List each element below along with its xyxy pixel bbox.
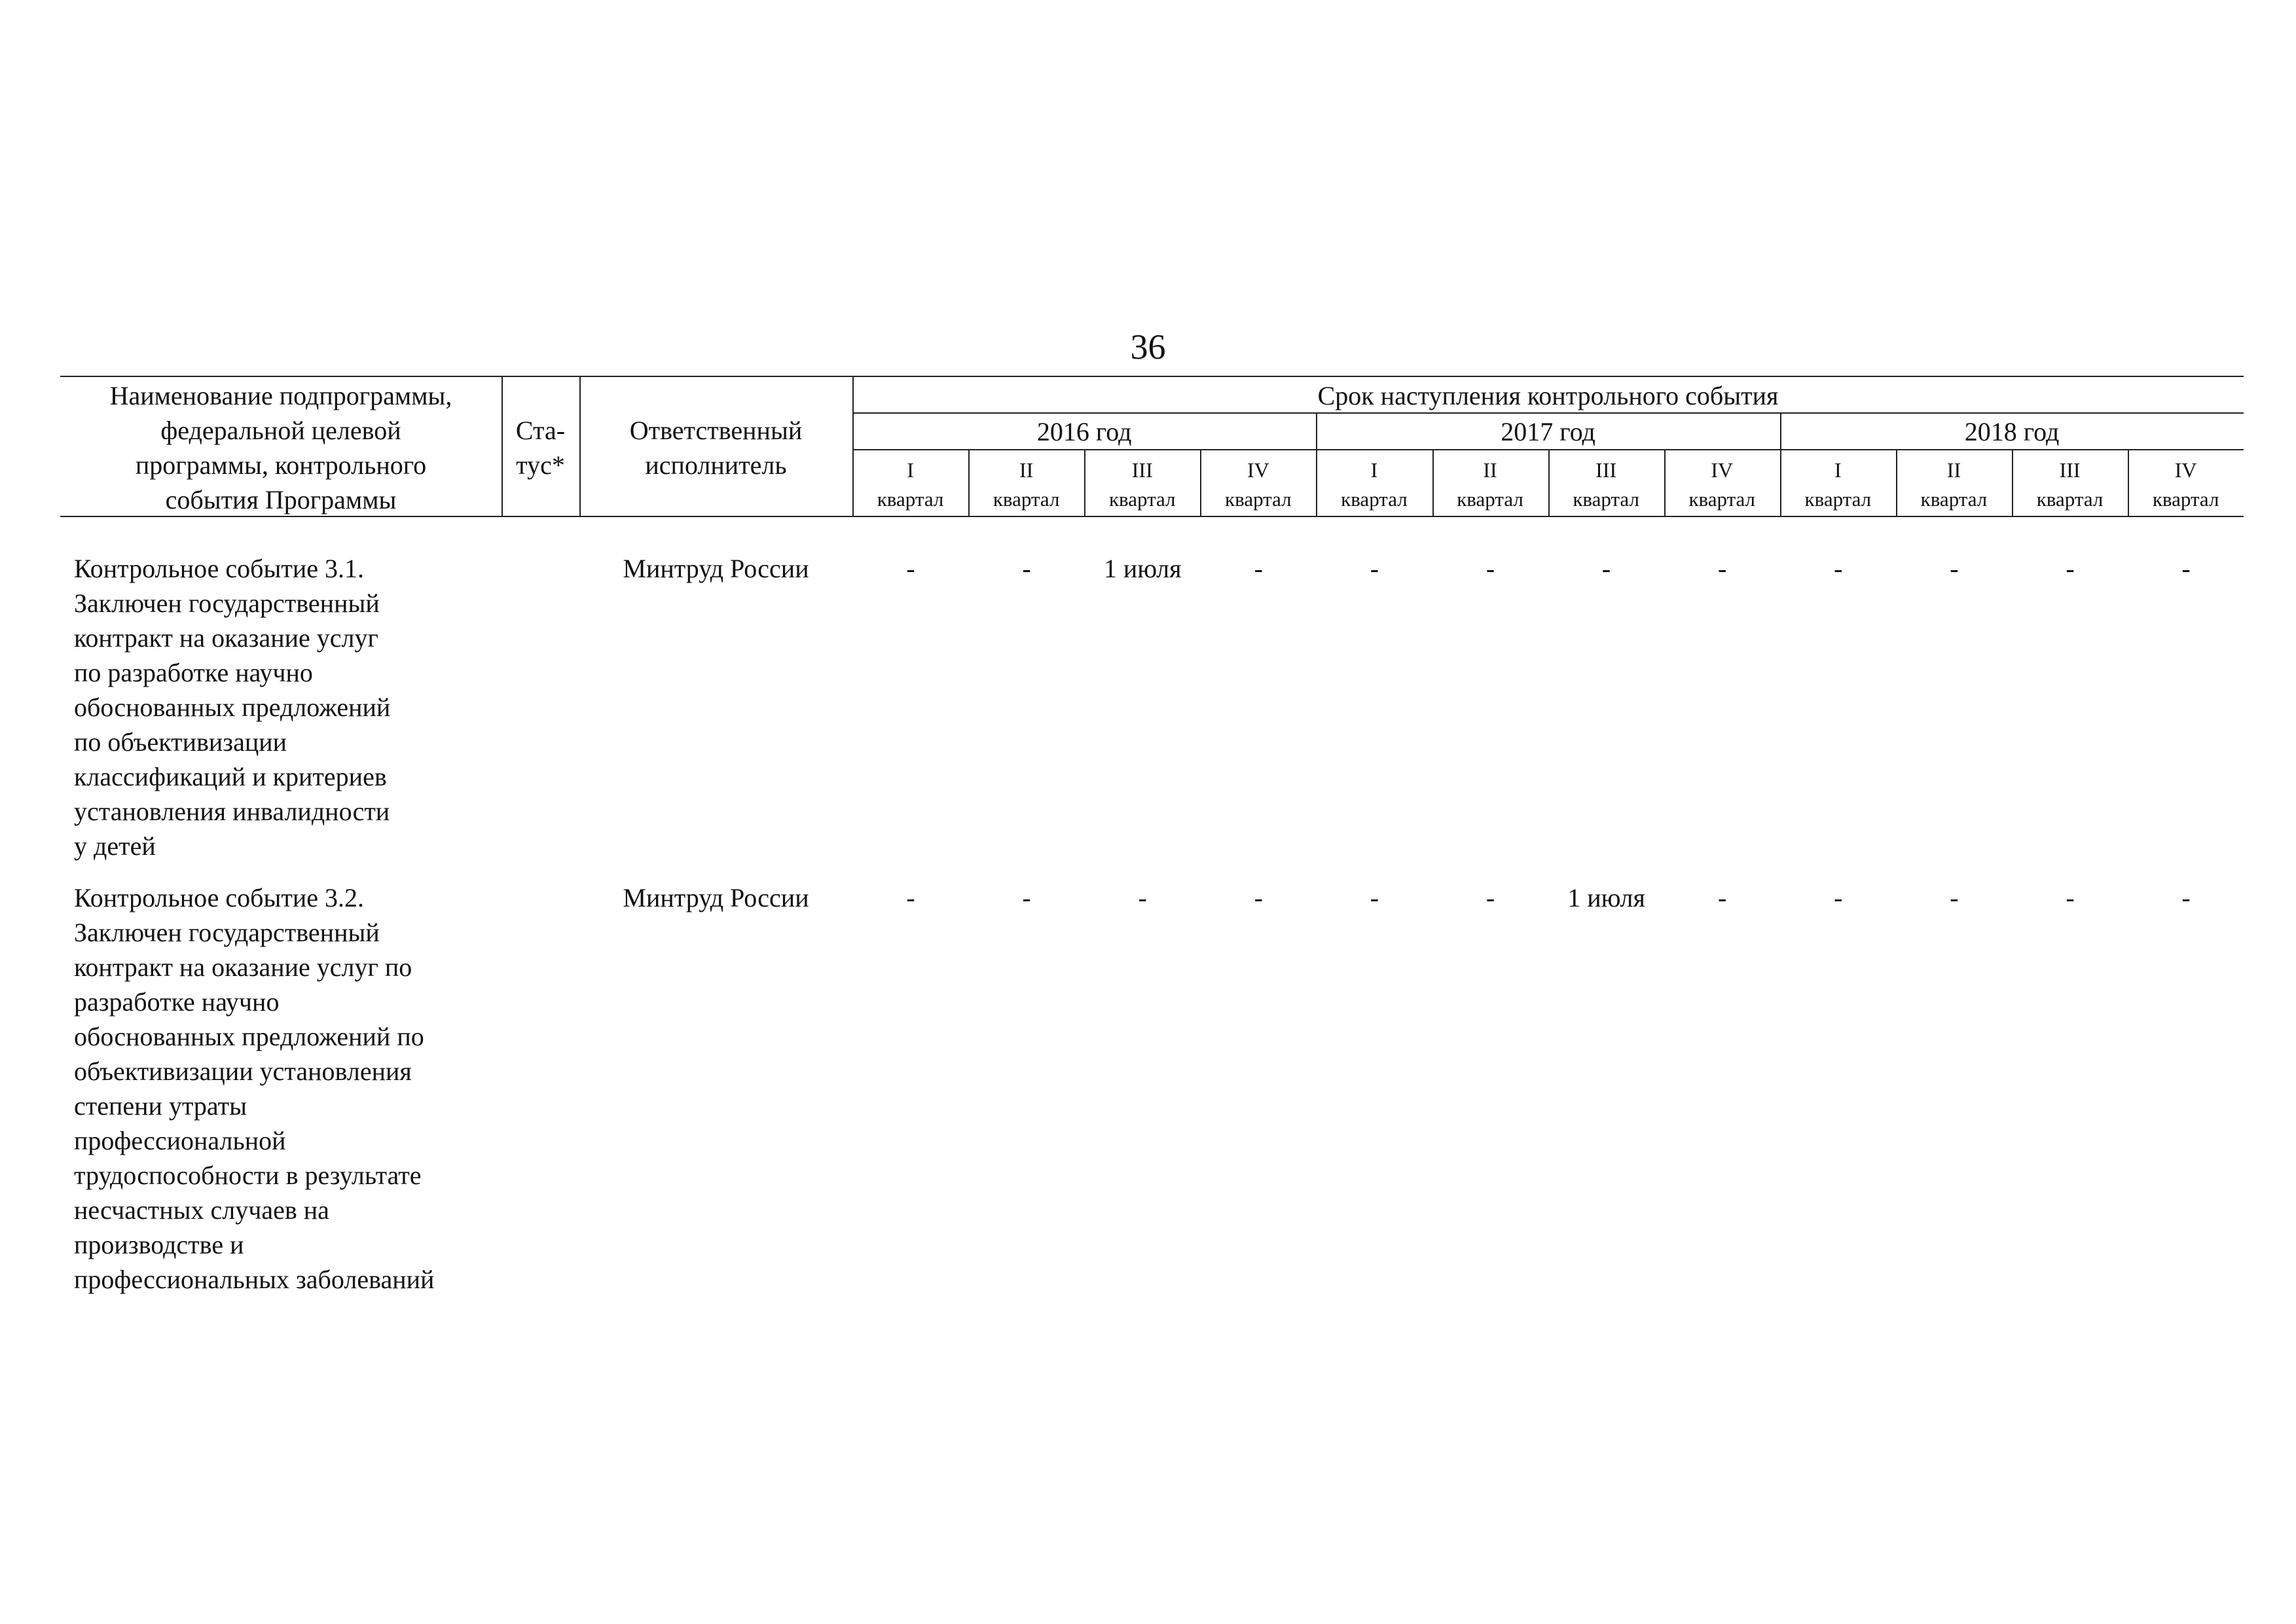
quarter-cell: - [2066, 883, 2075, 912]
event-executor: Минтруд России [623, 554, 809, 583]
quarter-label: квартал [1341, 488, 1408, 511]
quarter-cell: - [1254, 883, 1263, 912]
quarter-label: квартал [1108, 488, 1176, 511]
quarter-divider [1548, 449, 1550, 516]
quarter-cell: - [1138, 883, 1147, 912]
quarter-cell: - [1834, 554, 1843, 583]
quarter-cell: - [2181, 554, 2191, 583]
quarter-cell: - [1834, 883, 1843, 912]
quarter-number: III [1595, 458, 1617, 482]
quarter-label: квартал [1457, 488, 1523, 511]
header-executor-col: Ответственный исполнитель [629, 416, 803, 480]
quarter-number: I [1834, 458, 1842, 482]
quarter-divider [2012, 449, 2013, 516]
quarter-divider [1896, 449, 1897, 516]
quarter-cell: - [906, 554, 915, 583]
quarter-number: III [1131, 458, 1153, 482]
quarter-cell: 1 июля [1103, 554, 1182, 583]
quarter-number: I [1370, 458, 1378, 482]
quarter-label: квартал [877, 488, 944, 511]
quarter-cell: - [2181, 883, 2191, 912]
quarter-cell: - [1485, 554, 1495, 583]
quarter-divider [1200, 449, 1201, 516]
quarter-divider [2128, 449, 2129, 516]
quarter-label: квартал [1225, 488, 1292, 511]
year-header: 2016 год [1036, 417, 1132, 446]
quarter-cell: - [1718, 554, 1727, 583]
header-status-col: Ста- тус* [515, 416, 566, 480]
quarter-number: IV [1247, 458, 1269, 482]
quarter-label: квартал [2036, 488, 2104, 511]
event-name: Контрольное событие 3.2. Заключен государственный контракт на оказание услуг по разработке научно обоснованных предложений по объективизации установления степени утраты профессиональной трудоспособности в результате несчастных случаев на производстве и профессиональных заболеваний [74, 883, 435, 1294]
quarter-divider [1084, 449, 1085, 516]
quarter-cell: - [1022, 554, 1031, 583]
quarter-cell: - [1485, 883, 1495, 912]
quarter-label: квартал [2152, 488, 2219, 511]
event-executor: Минтруд России [623, 883, 809, 912]
quarter-cell: - [1370, 883, 1379, 912]
quarter-divider [1432, 449, 1434, 516]
table-top-rule [60, 376, 2244, 377]
quarter-cell: - [906, 883, 915, 912]
quarter-label: квартал [1804, 488, 1872, 511]
quarter-number: II [1946, 458, 1961, 482]
quarter-divider [968, 449, 970, 516]
quarter-cell: - [1254, 554, 1263, 583]
quarter-number: I [907, 458, 914, 482]
quarter-number: IV [2174, 458, 2197, 482]
quarter-label: квартал [1920, 488, 1988, 511]
quarter-number: II [1483, 458, 1497, 482]
quarter-cell: - [2066, 554, 2075, 583]
quarter-cell: - [1601, 554, 1611, 583]
quarter-number: III [2059, 458, 2081, 482]
quarter-cell: - [1950, 554, 1959, 583]
quarter-cell: - [1370, 554, 1379, 583]
header-deadline-group: Срок наступления контрольного события [1317, 381, 1779, 410]
year-header: 2018 год [1964, 417, 2060, 446]
quarter-cell: - [1950, 883, 1959, 912]
quarter-cell: - [1718, 883, 1727, 912]
page-number: 36 [1130, 327, 1166, 367]
quarter-cell: 1 июля [1567, 883, 1645, 912]
event-name: Контрольное событие 3.1. Заключен государственный контракт на оказание услуг по разработке научно обоснованных предложений по объективизации классификаций и критериев установления инвалидности у детей [74, 554, 391, 861]
quarter-label: квартал [1688, 488, 1756, 511]
quarter-cell: - [1022, 883, 1031, 912]
quarter-number: IV [1711, 458, 1734, 482]
year-header: 2017 год [1501, 417, 1595, 446]
quarter-label: квартал [993, 488, 1060, 511]
quarter-divider [1664, 449, 1666, 516]
header-name-col: Наименование подпрограммы, федеральной целевой программы, контрольного события Программы [109, 381, 452, 514]
quarter-number: II [1019, 458, 1034, 482]
quarter-label: квартал [1573, 488, 1639, 511]
